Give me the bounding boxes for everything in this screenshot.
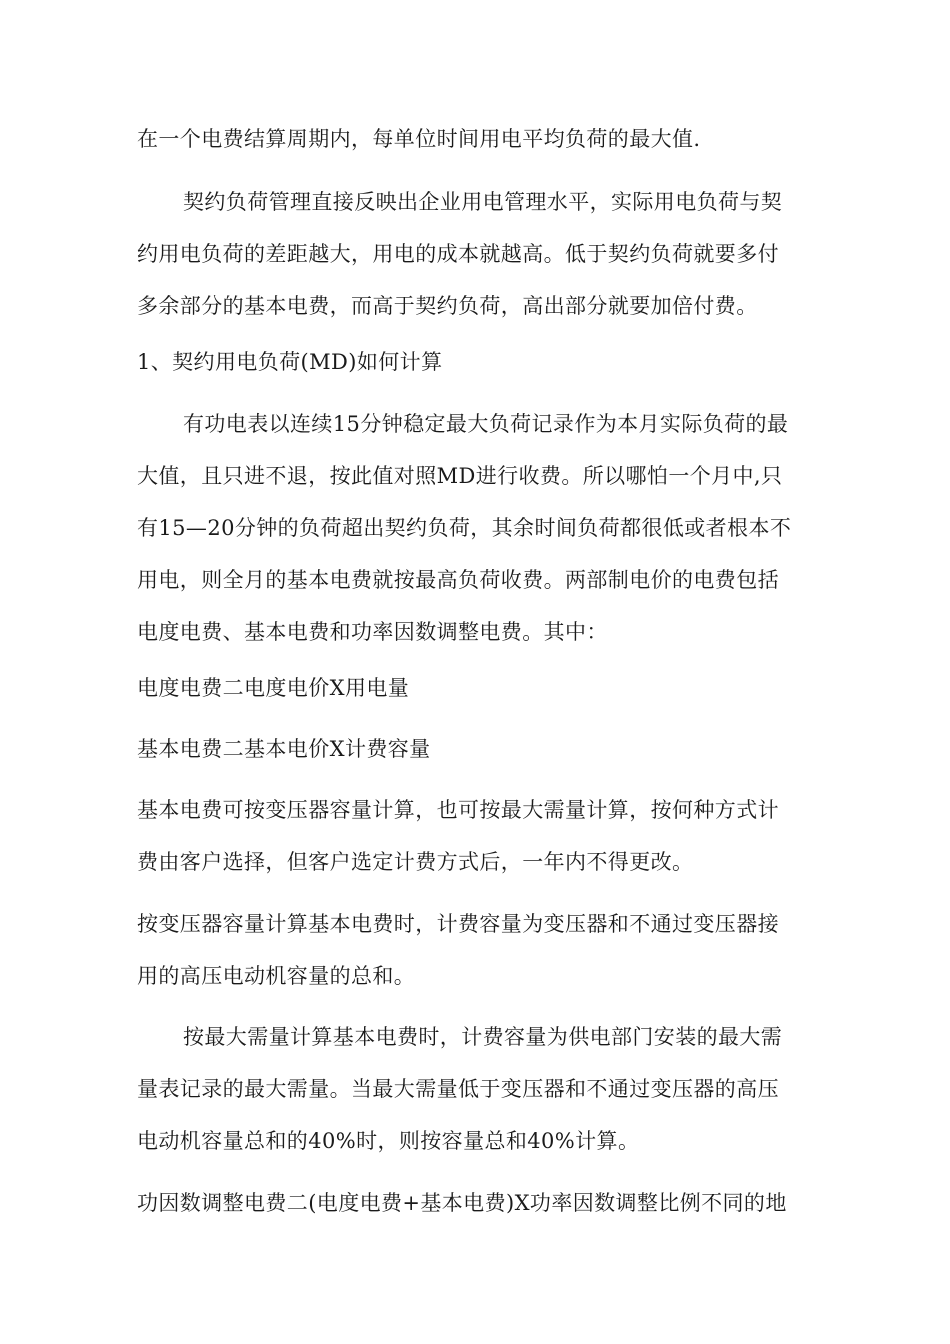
text-line-1: 在一个电费结算周期内，每单位时间用电平均负荷的最大值. bbox=[137, 127, 701, 151]
text-line-13: 基本电费可按变压器容量计算，也可按最大需量计算，按何种方式计 bbox=[137, 798, 779, 822]
text-line-18: 量表记录的最大需量。当最大需量低于变压器和不通过变压器的高压 bbox=[137, 1077, 779, 1101]
text-line-6: 有功电表以连续15分钟稳定最大负荷记录作为本月实际负荷的最 bbox=[183, 412, 789, 436]
section-heading: 1、契约用电负荷(MD)如何计算 bbox=[137, 350, 443, 374]
formula-energy-charge: 电度电费二电度电价X用电量 bbox=[137, 676, 410, 700]
text-line-3: 约用电负荷的差距越大，用电的成本就越高。低于契约负荷就要多付 bbox=[137, 242, 779, 266]
text-line-8: 有15—20分钟的负荷超出契约负荷，其余时间负荷都很低或者根本不 bbox=[137, 516, 792, 540]
text-line-16: 用的高压电动机容量的总和。 bbox=[137, 964, 416, 988]
text-line-9: 用电，则全月的基本电费就按最高负荷收费。两部制电价的电费包括 bbox=[137, 568, 779, 592]
text-line-17: 按最大需量计算基本电费时，计费容量为供电部门安装的最大需 bbox=[183, 1025, 783, 1049]
text-line-15: 按变压器容量计算基本电费时，计费容量为变压器和不通过变压器接 bbox=[137, 912, 779, 936]
text-line-2: 契约负荷管理直接反映出企业用电管理水平，实际用电负荷与契 bbox=[183, 190, 783, 214]
text-line-10: 电度电费、基本电费和功率因数调整电费。其中： bbox=[137, 620, 608, 644]
text-line-19: 电动机容量总和的40%时，则按容量总和40%计算。 bbox=[137, 1129, 640, 1153]
text-line-7: 大值，且只进不退，按此值对照MD进行收费。所以哪怕一个月中,只 bbox=[137, 464, 783, 488]
formula-basic-charge: 基本电费二基本电价X计费容量 bbox=[137, 737, 431, 761]
text-line-4: 多余部分的基本电费，而高于契约负荷，高出部分就要加倍付费。 bbox=[137, 294, 758, 318]
text-line-14: 费由客户选择，但客户选定计费方式后，一年内不得更改。 bbox=[137, 850, 694, 874]
formula-power-factor: 功因数调整电费二(电度电费+基本电费)X功率因数调整比例不同的地 bbox=[137, 1191, 787, 1215]
